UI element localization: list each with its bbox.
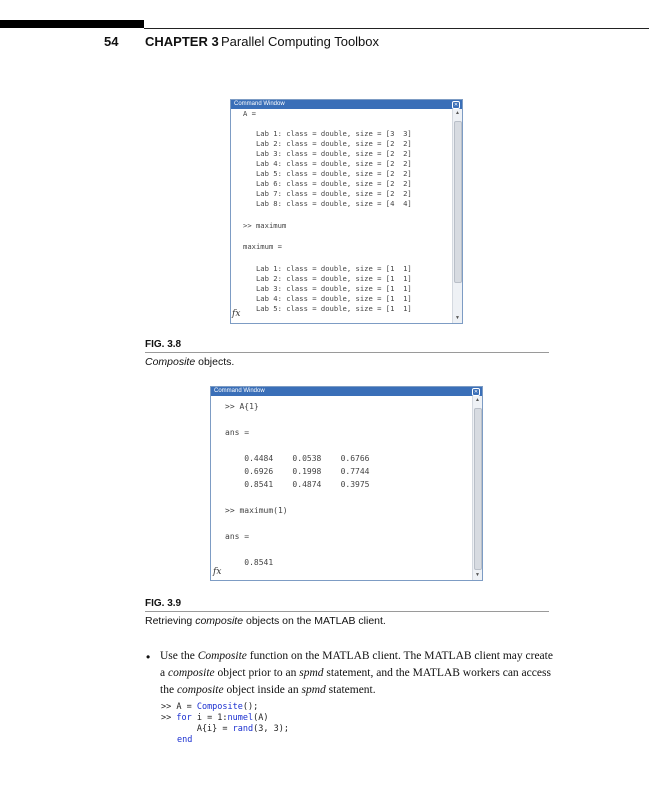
code-token: >> A = <box>161 702 197 712</box>
output-line: 0.8541 0.4874 0.3975 <box>225 480 370 489</box>
vertical-scrollbar[interactable] <box>452 109 462 323</box>
output-line: 0.6926 0.1998 0.7744 <box>225 467 370 476</box>
para-emphasis: composite <box>176 684 224 696</box>
fig39-command-window <box>210 386 483 581</box>
output-line: 0.4484 0.0538 0.6766 <box>225 454 370 463</box>
para-text: Use the <box>160 650 198 662</box>
caption-text: Retrieving <box>145 615 196 627</box>
code-function: Composite <box>196 702 243 712</box>
fig39-caption <box>145 615 386 627</box>
code-function: numel <box>227 713 254 723</box>
scroll-thumb[interactable] <box>454 121 462 283</box>
page-number: 54 <box>104 34 119 49</box>
fig39-label: FIG. 3.9 <box>145 598 182 609</box>
scroll-down-arrow-icon[interactable]: ▼ <box>475 572 480 578</box>
output-line: Lab 3: class = double, size = [2 2] <box>243 149 412 158</box>
code-keyword: end <box>177 735 193 745</box>
output-line: A = <box>243 109 256 118</box>
bullet-paragraph <box>160 648 555 699</box>
fig38-caption-rule <box>145 352 549 353</box>
window-title-bar <box>231 100 462 109</box>
para-emphasis: composite <box>167 667 215 679</box>
output-line: ans = <box>225 428 250 437</box>
para-text: object inside an <box>223 684 302 696</box>
bullet-icon: • <box>146 650 151 664</box>
output-line: Lab 1: class = double, size = [1 1] <box>243 264 412 273</box>
output-line: >> maximum <box>243 221 287 230</box>
output-line: 0.8541 <box>225 558 274 567</box>
code-token: i = 1: <box>191 713 228 723</box>
window-close-icon[interactable]: ✕ <box>453 102 459 108</box>
fig38-label: FIG. 3.8 <box>145 339 182 350</box>
window-close-icon[interactable]: ✕ <box>473 389 479 395</box>
header-bar <box>0 20 144 28</box>
caption-text: objects on the MATLAB client. <box>243 615 386 627</box>
para-emphasis: spmd <box>301 684 326 696</box>
chapter-label: CHAPTER 3 <box>145 34 219 49</box>
command-output <box>211 396 473 580</box>
header-rule <box>144 28 649 29</box>
fig38-command-window <box>230 99 463 324</box>
output-line: Lab 8: class = double, size = [4 4] <box>243 199 412 208</box>
caption-emphasis: composite <box>195 615 244 627</box>
output-line: Lab 2: class = double, size = [2 2] <box>243 139 412 148</box>
code-line <box>177 735 192 745</box>
output-line: Lab 2: class = double, size = [1 1] <box>243 274 412 283</box>
para-text: function on the MATLAB client. The MATLAB client may create a <box>160 650 553 679</box>
window-title: Command Window <box>234 101 285 107</box>
function-fx-icon[interactable]: fx <box>213 567 222 577</box>
fig39-caption-rule <box>145 611 549 612</box>
output-line: Lab 3: class = double, size = [1 1] <box>243 284 412 293</box>
output-line: >> maximum(1) <box>225 506 288 515</box>
vertical-scrollbar[interactable] <box>472 396 482 580</box>
scroll-thumb[interactable] <box>474 408 482 570</box>
scroll-up-arrow-icon[interactable]: ▲ <box>455 110 460 116</box>
output-line: Lab 7: class = double, size = [2 2] <box>243 189 412 198</box>
output-line: Lab 4: class = double, size = [2 2] <box>243 159 412 168</box>
para-text: statement. <box>325 684 376 696</box>
code-token: (3, 3); <box>253 724 289 734</box>
window-title-bar <box>211 387 482 396</box>
para-emphasis: Composite <box>197 650 247 662</box>
function-fx-icon[interactable]: fx <box>232 309 241 319</box>
output-line: >> A{1} <box>225 402 259 411</box>
para-emphasis: spmd <box>299 667 324 679</box>
caption-text: objects. <box>195 356 235 368</box>
para-text: object prior to an <box>214 667 300 679</box>
code-token: (); <box>242 702 259 712</box>
output-line: Lab 5: class = double, size = [2 2] <box>243 169 412 178</box>
code-line <box>161 713 269 723</box>
scroll-up-arrow-icon[interactable]: ▲ <box>475 397 480 403</box>
output-line: Lab 1: class = double, size = [3 3] <box>243 129 412 138</box>
output-line: maximum = <box>243 242 282 251</box>
chapter-title: Parallel Computing Toolbox <box>221 34 380 49</box>
caption-emphasis: Composite <box>145 356 196 368</box>
scroll-down-arrow-icon[interactable]: ▼ <box>455 315 460 321</box>
output-line: Lab 4: class = double, size = [1 1] <box>243 294 412 303</box>
code-keyword: for <box>176 713 192 723</box>
code-function: rand <box>232 724 254 734</box>
code-token: (A) <box>253 713 269 723</box>
code-line <box>161 702 258 712</box>
output-line: Lab 5: class = double, size = [1 1] <box>243 304 412 313</box>
output-line: ans = <box>225 532 250 541</box>
command-output <box>231 109 453 323</box>
code-token: A{i} = <box>161 724 233 734</box>
code-line <box>161 724 289 734</box>
para-text: statement, and the MATLAB workers can access the <box>160 667 551 696</box>
code-token: >> <box>161 713 177 723</box>
fig38-caption <box>145 356 234 368</box>
output-line: Lab 6: class = double, size = [2 2] <box>243 179 412 188</box>
window-title: Command Window <box>214 388 265 394</box>
